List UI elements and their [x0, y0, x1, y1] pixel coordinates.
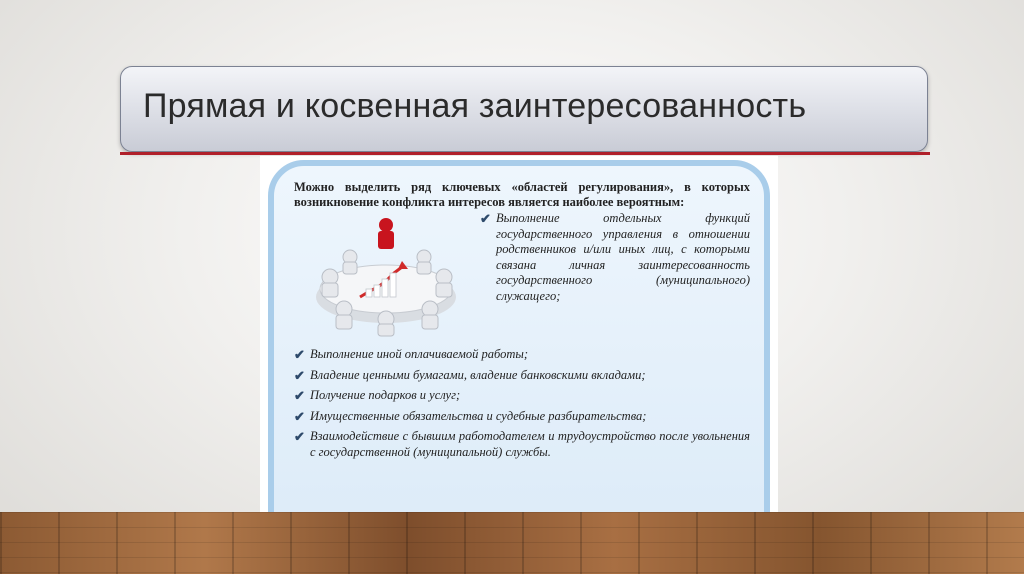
top-row — [294, 211, 750, 339]
title-box — [120, 66, 928, 152]
content-image-frame — [260, 156, 778, 552]
list-item-text: Взаимодействие с бывшим работодателем и трудоустройство после увольнения с государственной (муниципальной) службы. — [310, 429, 750, 459]
checkmark-icon: ✔ — [294, 388, 305, 403]
wooden-floor — [0, 512, 1024, 574]
slide-title: Прямая и косвенная заинтересованность — [143, 87, 807, 125]
bullet-list — [294, 347, 750, 460]
checkmark-icon: ✔ — [294, 367, 305, 383]
round-table-meeting-illustration — [294, 211, 480, 339]
panel-content — [294, 180, 750, 465]
list-item-text: Выполнение иной оплачиваемой работы; — [310, 347, 529, 361]
title-underline — [120, 152, 930, 155]
list-item — [480, 211, 750, 339]
list-item-text: Владение ценными бумагами, владение банковскими вкладами; — [310, 367, 646, 382]
list-item-text: Имущественные обязательства и судебные разбирательства; — [310, 408, 647, 423]
content-panel — [268, 160, 770, 548]
checkmark-icon: ✔ — [294, 429, 305, 444]
list-item — [294, 368, 750, 384]
intro-text: Можно выделить ряд ключевых «областей регулирования», в которых возникновение конфликта интересов является наиболее вероятным: — [294, 180, 750, 209]
checkmark-icon: ✔ — [480, 211, 491, 226]
list-item — [294, 429, 750, 460]
list-item-text: Выполнение отдельных функций государственного управления в отношении родственников и/или иных лиц, с которыми связана личная заинтересованность государственного (муниципального) служащего; — [496, 211, 750, 303]
checkmark-icon: ✔ — [294, 408, 305, 424]
list-item — [294, 388, 750, 404]
checkmark-icon: ✔ — [294, 347, 305, 362]
list-item-text: Получение подарков и услуг; — [310, 388, 461, 402]
list-item — [294, 409, 750, 425]
list-item — [294, 347, 750, 363]
